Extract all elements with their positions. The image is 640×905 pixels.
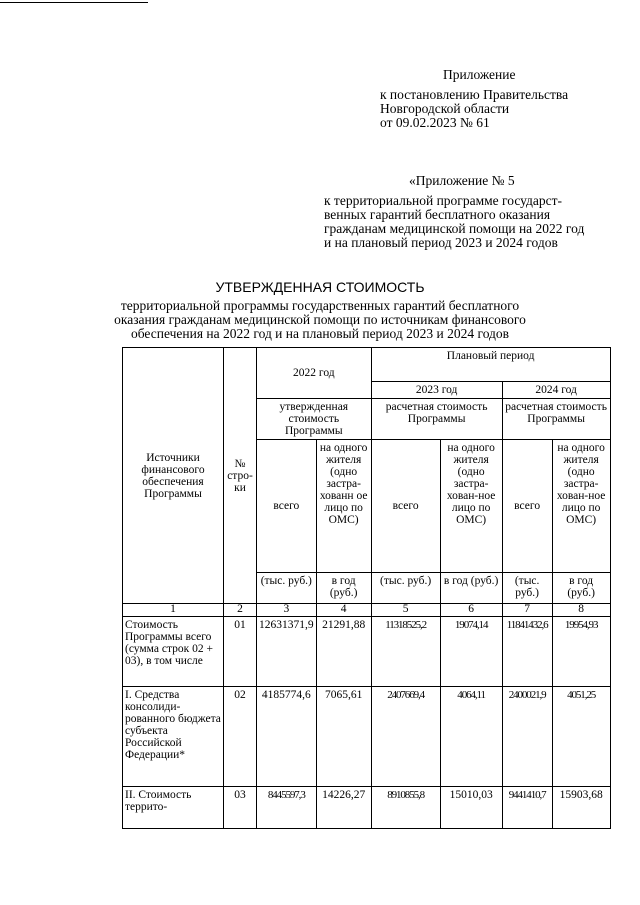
appendix-decree-line2: Новгородской области	[380, 101, 510, 116]
column-number: 2	[224, 604, 257, 617]
header-total-2022: всего	[257, 440, 317, 573]
header-calc-cost-2023: расчетная стоимость Программы	[371, 399, 502, 440]
document-subheading-line3: обеспечения на 2022 год и на плановый период 2023 и 2024 годов	[130, 326, 510, 341]
header-per-resident-2022: на одного жителя (одно застра-хованн ое лицо по ОМС)	[316, 440, 371, 573]
document-subheading-line1: территориальной программы государственных гарантий бесплатного	[120, 298, 520, 313]
cell-2024-per-resident: 15903,68	[552, 787, 610, 829]
row-number: 03	[224, 787, 257, 829]
column-number: 4	[316, 604, 371, 617]
appendix5-line1: к территориальной программе государст-	[324, 193, 563, 208]
unit-thousand-2023: (тыс. руб.)	[371, 573, 440, 604]
row-source: Стоимость Программы всего (сумма строк 02 + 03), в том числе	[123, 617, 224, 687]
unit-per-year-2023: в год (руб.)	[440, 573, 502, 604]
cell-2024-per-resident: 4051,25	[552, 687, 610, 787]
header-year-2023: 2023 год	[371, 382, 502, 399]
header-total-2023: всего	[371, 440, 440, 573]
cell-2023-per-resident: 15010,03	[440, 787, 502, 829]
column-number: 3	[257, 604, 317, 617]
header-total-2024: всего	[502, 440, 552, 573]
cell-2022-per-resident: 7065,61	[316, 687, 371, 787]
cost-table	[122, 347, 611, 829]
header-row-number: № стро-ки	[224, 348, 257, 604]
appendix5-line4: и на плановый период 2023 и 2024 годов	[324, 235, 558, 250]
row-source: I. Средства консолиди-рованного бюджета субъекта Российской Федерации*	[123, 687, 224, 787]
cell-2024-total: 11841432,6	[502, 617, 552, 687]
column-number: 6	[440, 604, 502, 617]
cell-2023-per-resident: 19074,14	[440, 617, 502, 687]
header-planned-period: Плановый период	[371, 348, 610, 382]
unit-thousand-2024: (тыс. руб.)	[502, 573, 552, 604]
column-number: 8	[552, 604, 610, 617]
table-row	[123, 787, 611, 829]
appendix-title: Приложение	[443, 67, 516, 82]
cell-2024-total: 9441410,7	[502, 787, 552, 829]
header-year-2022: 2022 год	[257, 348, 372, 399]
cell-2022-per-resident: 14226,27	[316, 787, 371, 829]
header-calc-cost-2024: расчетная стоимость Программы	[502, 399, 610, 440]
cell-2023-total: 8910855,8	[371, 787, 440, 829]
column-number-row	[123, 604, 611, 617]
unit-per-year-2024: в год (руб.)	[552, 573, 610, 604]
header-per-resident-2023: на одного жителя (одно застра-хован-ное лицо по ОМС)	[440, 440, 502, 573]
unit-per-year-2022: в год (руб.)	[316, 573, 371, 604]
column-number: 5	[371, 604, 440, 617]
appendix5-line3: гражданам медицинской помощи на 2022 год	[324, 221, 585, 236]
table-row	[123, 617, 611, 687]
row-number: 02	[224, 687, 257, 787]
cell-2022-total: 8445597,3	[257, 787, 317, 829]
cell-2024-per-resident: 19954,93	[552, 617, 610, 687]
header-year-2024: 2024 год	[502, 382, 610, 399]
top-rule	[0, 2, 148, 3]
column-number: 7	[502, 604, 552, 617]
document-heading: УТВЕРЖДЕННАЯ СТОИМОСТЬ	[215, 279, 425, 295]
cell-2022-per-resident: 21291,88	[316, 617, 371, 687]
cell-2023-per-resident: 4064,11	[440, 687, 502, 787]
appendix-decree-line3: от 09.02.2023 № 61	[380, 115, 490, 130]
cell-2022-total: 4185774,6	[257, 687, 317, 787]
appendix-decree-line1: к постановлению Правительства	[380, 87, 569, 102]
document-subheading-line2: оказания гражданам медицинской помощи по источникам финансового	[114, 312, 526, 327]
header-per-resident-2024: на одного жителя (одно застра-хован-ное лицо по ОМС)	[552, 440, 610, 573]
header-source: Источники финансового обеспечения Программы	[123, 348, 224, 604]
column-number: 1	[123, 604, 224, 617]
row-source: II. Стоимость террито-	[123, 787, 224, 829]
appendix5-title: «Приложение № 5	[409, 173, 515, 188]
table-row	[123, 687, 611, 787]
cell-2022-total: 12631371,9	[257, 617, 317, 687]
cell-2024-total: 2400021,9	[502, 687, 552, 787]
unit-thousand-2022: (тыс. руб.)	[257, 573, 317, 604]
header-approved-cost: утвержденная стоимость Программы	[257, 399, 372, 440]
cell-2023-total: 2407669,4	[371, 687, 440, 787]
appendix5-line2: венных гарантий бесплатного оказания	[324, 207, 551, 222]
cell-2023-total: 11318525,2	[371, 617, 440, 687]
row-number: 01	[224, 617, 257, 687]
